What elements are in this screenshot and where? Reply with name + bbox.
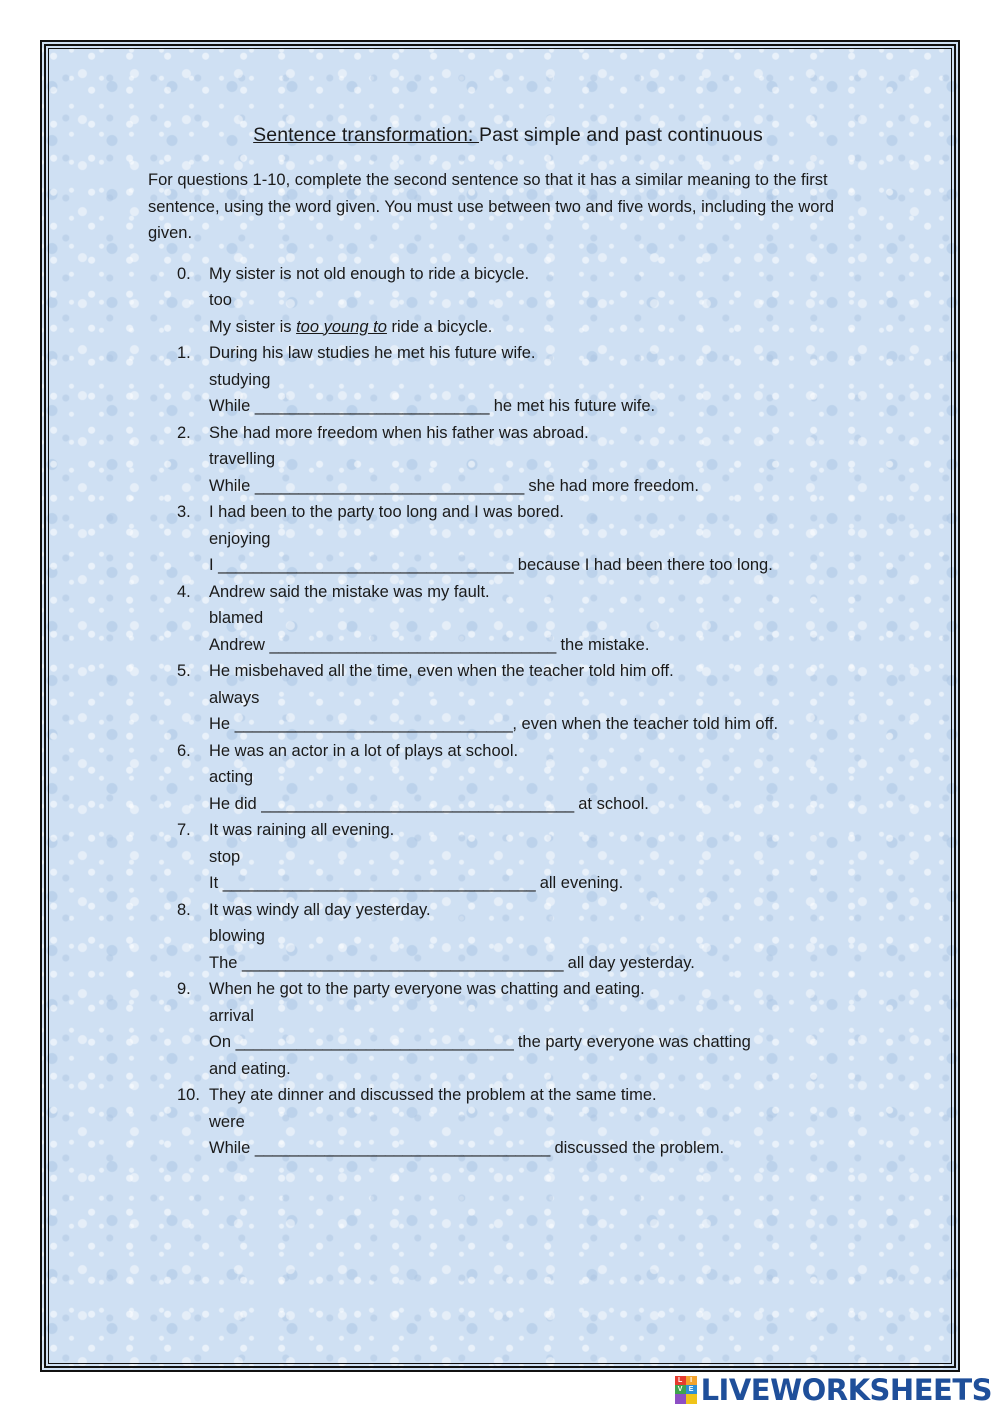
answer-prefix: The <box>209 953 243 972</box>
question-item <box>148 658 868 738</box>
answer-suffix: the party everyone was chatting <box>513 1033 751 1051</box>
answer-prefix: My sister is <box>209 317 297 336</box>
answer-line <box>209 632 868 659</box>
liveworksheets-watermark <box>675 1373 992 1407</box>
question-sentence: She had more freedom when his father was abroad. <box>209 423 589 442</box>
logo-text: LIVEWORKSHEETS <box>700 1373 992 1407</box>
question-item <box>148 976 868 1082</box>
answer-suffix: she had more freedom. <box>523 476 700 495</box>
question-item <box>148 340 868 420</box>
answer-blank[interactable]: ____________________________________ <box>261 794 574 813</box>
answer-prefix: While <box>209 476 255 495</box>
answer-line <box>209 950 868 977</box>
question-keyword: acting <box>209 768 254 786</box>
answer-prefix: He did <box>209 794 262 813</box>
answer-line <box>209 552 868 579</box>
logo-tile: I <box>686 1376 697 1385</box>
question-sentence: I had been to the party too long and I was bored. <box>209 503 564 521</box>
example-answer: too young to <box>296 317 387 336</box>
answer-suffix: discussed the problem. <box>549 1139 725 1157</box>
answer-blank[interactable]: ___________________________ <box>254 397 490 415</box>
answer-line <box>209 711 868 738</box>
question-item <box>148 499 868 579</box>
question-sentence: Andrew said the mistake was my fault. <box>209 582 490 601</box>
worksheet-title <box>148 124 868 147</box>
answer-blank[interactable]: ________________________________ <box>234 715 513 733</box>
answer-blank[interactable]: _____________________________________ <box>242 953 564 972</box>
logo-tile <box>686 1394 697 1404</box>
question-number: 3. <box>177 503 191 521</box>
answer-blank[interactable]: ____________________________________ <box>222 874 536 892</box>
question-item <box>148 817 868 897</box>
question-number: 9. <box>177 980 191 998</box>
logo-tile <box>675 1394 686 1404</box>
answer-blank[interactable]: __________________________________ <box>254 1139 550 1157</box>
question-number: 5. <box>177 662 191 680</box>
answer-prefix: I <box>209 556 219 574</box>
answer-continuation: and eating. <box>209 1059 291 1078</box>
question-keyword: always <box>209 688 260 707</box>
question-sentence: It was raining all evening. <box>209 821 395 839</box>
question-list <box>148 340 868 1162</box>
answer-prefix: While <box>209 1139 255 1157</box>
question-keyword: travelling <box>209 450 276 468</box>
item-number: 0. <box>177 264 191 283</box>
question-sentence: When he got to the party everyone was chatting and eating. <box>209 980 645 998</box>
question-keyword: blowing <box>209 927 265 945</box>
answer-blank[interactable]: _______________________________ <box>254 476 524 495</box>
item-sentence: My sister is not old enough to ride a bicycle. <box>209 264 530 283</box>
question-number: 10. <box>177 1086 200 1104</box>
worksheet-content <box>148 124 868 1162</box>
answer-prefix: Andrew <box>209 635 270 654</box>
answer-suffix: because I had been there too long. <box>513 556 773 574</box>
question-keyword: studying <box>209 370 271 389</box>
answer-suffix: , even when the teacher told him off. <box>512 715 779 733</box>
answer-blank[interactable]: _________________________________ <box>269 635 556 654</box>
logo-icon <box>675 1376 697 1404</box>
answer-blank[interactable]: ________________________________ <box>235 1033 514 1051</box>
answer-line <box>209 1135 868 1162</box>
answer-prefix: It <box>209 874 223 892</box>
answer-suffix: the mistake. <box>555 635 650 654</box>
question-number: 4. <box>177 582 191 601</box>
question-number: 6. <box>177 741 191 760</box>
worksheet-frame <box>40 40 960 1372</box>
question-sentence: He was an actor in a lot of plays at school. <box>209 741 519 760</box>
instructions: For questions 1-10, complete the second sentence so that it has a similar meaning to the first sentence, using the word given. You must use between two and five words, including the word given. <box>148 171 835 242</box>
question-item <box>148 420 868 500</box>
logo-tile: L <box>675 1376 686 1385</box>
question-keyword: were <box>209 1112 245 1131</box>
question-number: 2. <box>177 423 191 442</box>
question-number: 1. <box>177 344 191 362</box>
answer-line <box>209 473 868 500</box>
title-underlined: Sentence transformation: <box>253 124 479 146</box>
answer-line <box>209 393 868 420</box>
question-sentence: He misbehaved all the time, even when the teacher told him off. <box>209 662 674 680</box>
question-number: 8. <box>177 900 191 919</box>
answer-prefix: He <box>209 715 235 733</box>
answer-suffix: at school. <box>573 794 649 813</box>
logo-tile: V <box>675 1385 686 1394</box>
title-rest: Past simple and past continuous <box>478 124 763 146</box>
logo-tile: E <box>686 1385 697 1394</box>
item-answer-line <box>209 314 868 341</box>
question-sentence: It was windy all day yesterday. <box>209 900 431 919</box>
question-keyword: arrival <box>209 1006 254 1025</box>
question-item <box>148 897 868 977</box>
answer-line <box>209 791 868 818</box>
answer-line <box>209 1029 868 1056</box>
answer-prefix: On <box>209 1033 236 1051</box>
question-item <box>148 579 868 659</box>
answer-suffix: he met his future wife. <box>489 397 656 415</box>
answer-suffix: all day yesterday. <box>563 953 695 972</box>
item-keyword: too <box>209 291 232 309</box>
question-sentence: They ate dinner and discussed the problem at the same time. <box>209 1086 657 1104</box>
answer-suffix: all evening. <box>535 874 624 892</box>
answer-blank[interactable]: __________________________________ <box>218 556 514 574</box>
example-item <box>148 261 868 341</box>
question-keyword: stop <box>209 847 241 866</box>
question-item <box>148 1082 868 1162</box>
answer-suffix: ride a bicycle. <box>386 317 493 336</box>
question-keyword: blamed <box>209 609 264 627</box>
answer-line <box>209 870 868 897</box>
question-item <box>148 738 868 818</box>
question-number: 7. <box>177 821 191 839</box>
answer-prefix: While <box>209 397 255 415</box>
question-keyword: enjoying <box>209 529 271 548</box>
question-sentence: During his law studies he met his future wife. <box>209 344 536 362</box>
